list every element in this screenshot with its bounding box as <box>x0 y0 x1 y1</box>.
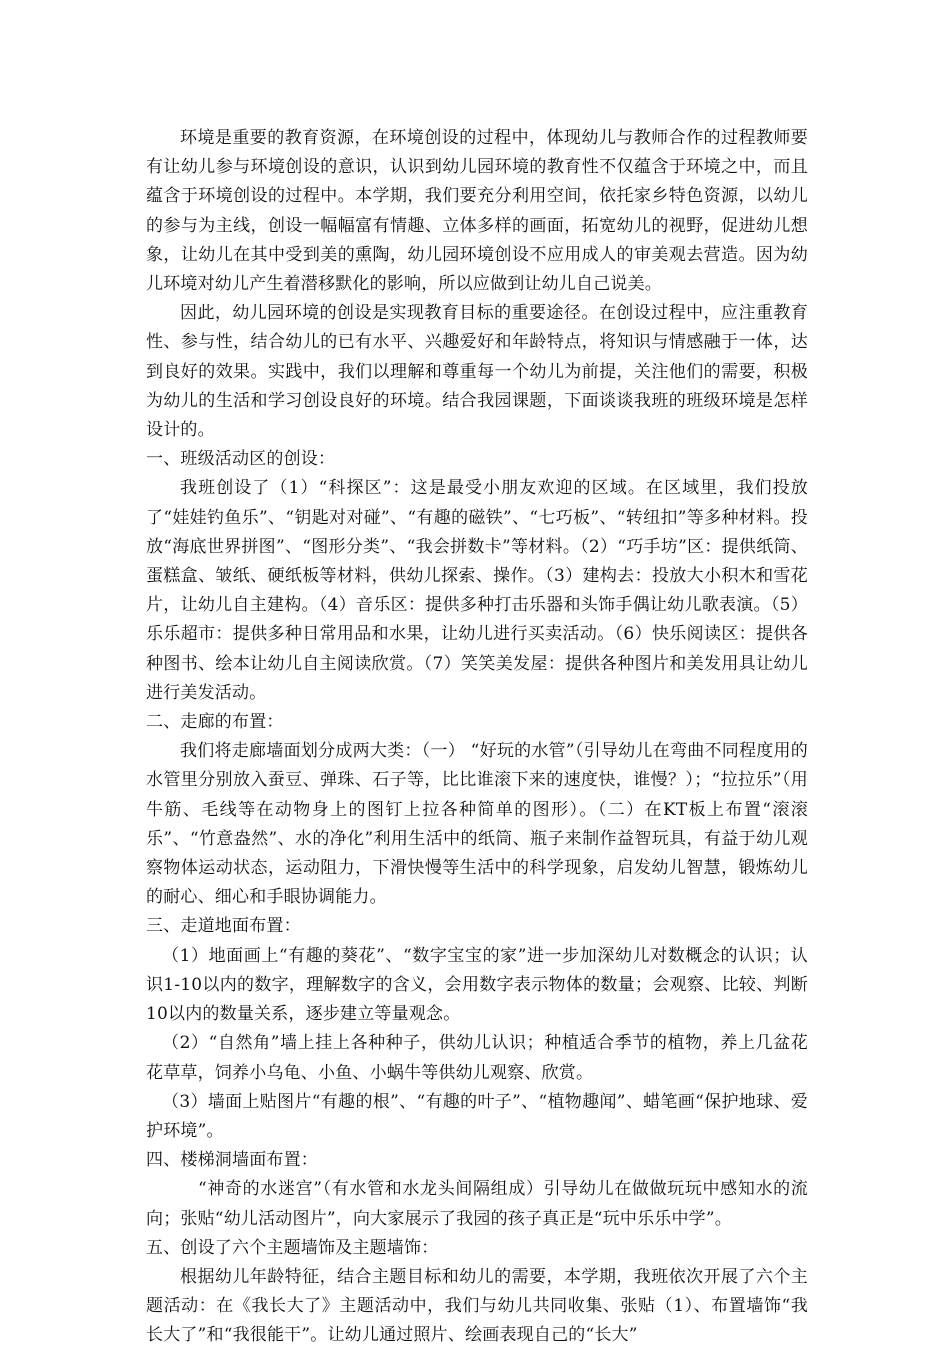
paragraph-theme-walls: 根据幼儿年龄特征，结合主题目标和幼儿的需要，本学期，我班依次开展了六个主题活动：在《我长大了》主题活动中，我们与幼儿共同收集、张贴（1）、布置墙饰“我长大了”和“我很能干”。让幼儿通过照片、绘画表现自己的“长大” <box>146 1266 808 1346</box>
paragraph-floor-3: （3）墙面上贴图片“有趣的根”、“有趣的叶子”、“植物趣闻”、蜡笔画“保护地球、爱护环境”。 <box>146 1091 808 1141</box>
section-heading-5: 五、创设了六个主题墙饰及主题墙饰： <box>146 1237 439 1258</box>
section-heading-4: 四、楼梯洞墙面布置： <box>146 1150 318 1171</box>
paragraph-corridor: 我们将走廊墙面划分成两大类：（一） “好玩的水管”（引导幼儿在弯曲不同程度用的水管里分别放入蚕豆、弹珠、石子等，比比谁滚下来的速度快，谁慢？）；“拉拉乐”（用牛筋、毛线等在动物身上的图钉上拉各种简单的图形）。（二）在KT板上布置“滚滚乐”、“竹意盎然”、水的净化”利用生活中的纸筒、瓶子来制作益智玩具，有益于幼儿观察物体运动状态，运动阻力，下滑快慢等生活中的科学现象，启发幼儿智慧，锻炼幼儿的耐心、细心和手眼协调能力。 <box>146 741 808 908</box>
paragraph-importance: 因此，幼儿园环境的创设是实现教育目标的重要途径。在创设过程中，应注重教育性、参与性，结合幼儿的已有水平、兴趣爱好和年龄特点，将知识与情感融于一体，达到良好的效果。实践中，我们以理解和尊重每一个幼儿为前提，关注他们的需要，积极为幼儿的生活和学习创设良好的环境。结合我园课题，下面谈谈我班的班级环境是怎样设计的。 <box>146 303 808 441</box>
paragraph-intro: 环境是重要的教育资源，在环境创设的过程中，体现幼儿与教师合作的过程教师要有让幼儿参与环境创设的意识，认识到幼儿园环境的教育性不仅蕴含于环境之中，而且蕴含于环境创设的过程中。本学期，我们要充分利用空间，依托家乡特色资源，以幼儿的参与为主线，创设一幅幅富有情趣、立体多样的画面，拓宽幼儿的视野，促进幼儿想象，让幼儿在其中受到美的熏陶，幼儿园环境创设不应用成人的审美观去营造。因为幼儿环境对幼儿产生着潜移默化的影响，所以应做到让幼儿自己说美。 <box>146 128 808 295</box>
section-heading-2: 二、走廊的布置： <box>146 712 284 733</box>
paragraph-stairwell: “神奇的水迷宫”（有水管和水龙头间隔组成）引导幼儿在做做玩玩中感知水的流向；张贴“幼儿活动图片”，向大家展示了我园的孩子真正是“玩中乐乐中学”。 <box>146 1179 808 1229</box>
section-heading-3: 三、走道地面布置： <box>146 916 301 937</box>
document-page <box>146 124 808 1351</box>
paragraph-activity-areas: 我班创设了（1）“科探区”：这是最受小朋友欢迎的区域。在区域里，我们投放了“娃娃钓鱼乐”、“钥匙对对碰”、“有趣的磁铁”、“七巧板”、“转纽扣”等多种材料。投放“海底世界拼图”、“图形分类”、“我会拼数卡”等材料。（2）“巧手坊”区：提供纸筒、蛋糕盒、皱纸、硬纸板等材料，供幼儿探索、操作。（3）建构去：投放大小积木和雪花片，让幼儿自主建构。（4）音乐区：提供多种打击乐器和头饰手偶让幼儿歌表演。（5）乐乐超市：提供多种日常用品和水果，让幼儿进行买卖活动。（6）快乐阅读区：提供各种图书、绘本让幼儿自主阅读欣赏。（7）笑笑美发屋：提供各种图片和美发用具让幼儿进行美发活动。 <box>146 478 808 703</box>
section-heading-1: 一、班级活动区的创设： <box>146 449 336 470</box>
paragraph-floor-2: （2）“自然角”墙上挂上各种种子，供幼儿认识；种植适合季节的植物，养上几盆花花草草，饲养小乌龟、小鱼、小蜗牛等供幼儿观察、欣赏。 <box>146 1033 808 1083</box>
paragraph-floor-1: （1）地面画上“有趣的葵花”、“数字宝宝的家”进一步加深幼儿对数概念的认识；认识1-10以内的数字，理解数字的含义，会用数字表示物体的数量；会观察、比较、判断10以内的数量关系，逐步建立等量观念。 <box>146 945 808 1025</box>
